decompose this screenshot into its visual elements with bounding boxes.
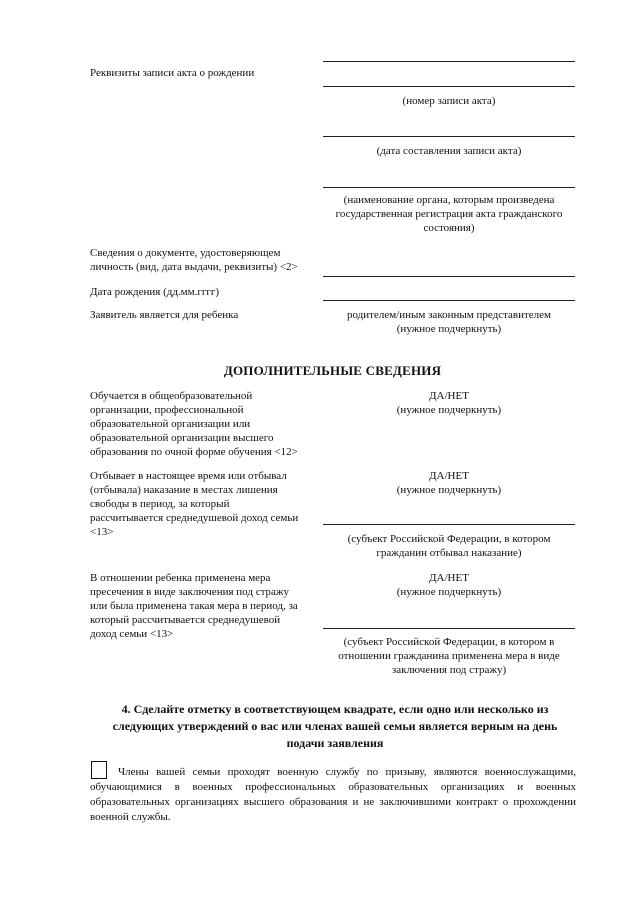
birth-date-line[interactable] bbox=[323, 300, 575, 301]
prison-label: Отбывает в настоящее время или отбывал (отбывала) наказание в местах лишения свободы в период, за который рассчитывается среднедушевой доход семьи <13> bbox=[90, 470, 299, 538]
section4-heading: 4. Сделайте отметку в соответствующем квадрате, если одно или несколько из следующих утверждений о вас или членах вашей семьи является верным на день подачи заявления bbox=[112, 702, 558, 750]
applicant-role-options[interactable]: родителем/иным законным представителем bbox=[346, 309, 552, 321]
record-authority-line[interactable] bbox=[323, 187, 575, 188]
birth-record-number-line[interactable] bbox=[323, 86, 575, 87]
custody-region-line[interactable] bbox=[323, 628, 575, 629]
identity-doc-line[interactable] bbox=[323, 276, 575, 277]
birth-record-label: Реквизиты записи акта о рождении bbox=[90, 67, 255, 79]
custody-label: В отношении ребенка применена мера пресечения в виде заключения под стражу или была применена такая мера в период, за который рассчитывается среднедушевой доход семьи <13> bbox=[90, 572, 298, 640]
applicant-label: Заявитель является для ребенка bbox=[90, 309, 239, 321]
identity-doc-label: Сведения о документе, удостоверяющем личность (вид, дата выдачи, реквизиты) <2> bbox=[90, 247, 298, 273]
birth-date-label: Дата рождения (дд.мм.гггг) bbox=[90, 286, 220, 298]
custody-hint: (нужное подчеркнуть) bbox=[396, 586, 502, 598]
birth-record-line-top[interactable] bbox=[323, 61, 575, 62]
custody-region-hint: (субъект Российской Федерации, в котором в отношении гражданина применена мера в виде заключения под стражу) bbox=[338, 636, 560, 676]
record-authority-hint: (наименование органа, которым произведена государственная регистрация акта гражданского состояния) bbox=[335, 194, 563, 234]
study-answer[interactable]: ДА/НЕТ bbox=[429, 390, 469, 402]
study-label: Обучается в общеобразовательной организации, профессиональной образовательной организации или образовательной организации высшего образования по очной форме обучения <12> bbox=[90, 390, 298, 458]
applicant-hint: (нужное подчеркнуть) bbox=[396, 323, 502, 335]
record-date-hint: (дата составления записи акта) bbox=[376, 145, 522, 157]
additional-heading: ДОПОЛНИТЕЛЬНЫЕ СВЕДЕНИЯ bbox=[223, 363, 442, 378]
prison-answer[interactable]: ДА/НЕТ bbox=[429, 470, 469, 482]
prison-hint: (нужное подчеркнуть) bbox=[396, 484, 502, 496]
custody-answer[interactable]: ДА/НЕТ bbox=[429, 572, 469, 584]
military-service-statement: Члены вашей семьи проходят военную службу по призыву, являются военнослужащими, обучающимися в военных профессиональных образовательных организациях и военных образовательных организациях высшего образования и не заключившими контракт о прохождении военной службы. bbox=[90, 766, 576, 823]
record-date-line[interactable] bbox=[323, 136, 575, 137]
record-number-hint: (номер записи акта) bbox=[402, 95, 496, 107]
prison-region-hint: (субъект Российской Федерации, в котором гражданин отбывал наказание) bbox=[347, 533, 551, 559]
prison-region-line[interactable] bbox=[323, 524, 575, 525]
study-hint: (нужное подчеркнуть) bbox=[396, 404, 502, 416]
